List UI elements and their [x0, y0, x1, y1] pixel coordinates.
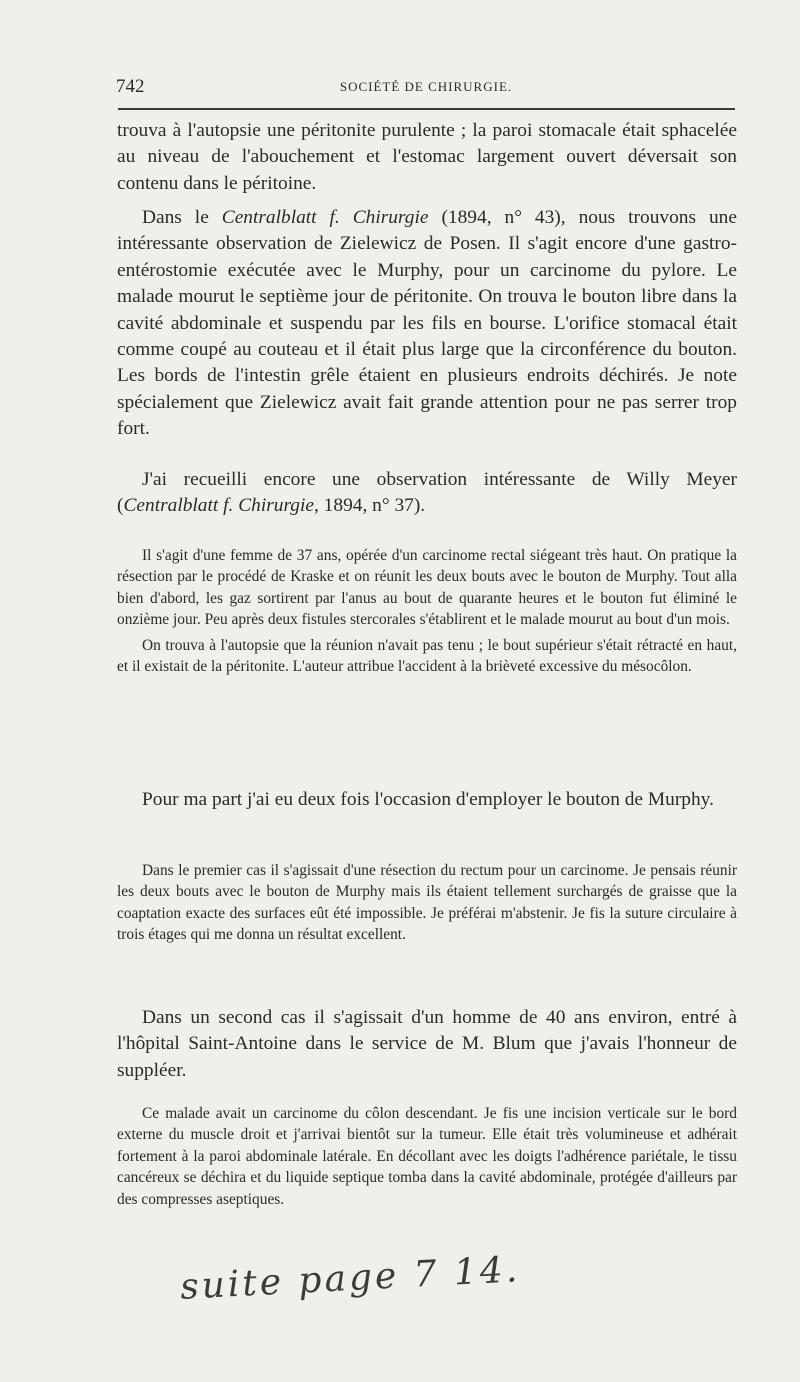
paragraph-text: Dans un second cas il s'agissait d'un homme de 40 ans environ, entré à l'hôpital Saint-Antoine dans le service de M. Blum que j'avais l'honneur de suppléer. [117, 1007, 737, 1081]
page-number: 742 [116, 76, 145, 97]
paragraph-text: Dans le Centralblatt f. Chirurgie (1894, n° 43), nous trouvons une intéressante observation de Zielewicz de Posen. Il s'agit encore d'une gastro-entérostomie exécutée avec le Murphy, pour un carcinome du pylore. Le malade mourut le septième jour de péritonite. On trouva le bouton libre dans la cavité abdominale et suspendu par les fils en bourse. L'orifice stomacal était comme coupé au couteau et il était plus large que la circonférence du bouton. Les bords de l'intestin grêle étaient en plusieurs endroits déchirés. Je note spécialement que Zielewicz avait fait grande attention pour ne pas serrer trop fort. [117, 207, 737, 440]
case-one [117, 860, 737, 946]
case-two [117, 1103, 737, 1210]
paragraph-zielewicz [117, 205, 737, 443]
handwritten-note: suite page 7 14. [179, 1249, 522, 1308]
paragraph-text: Pour ma part j'ai eu deux fois l'occasion d'employer le bouton de Murphy. [142, 789, 714, 810]
quote-paragraph: Ce malade avait un carcinome du côlon descendant. Je fis une incision verticale sur le bord externe du muscle droit et j'arrivai bientôt sur la tumeur. Elle était très volumineuse et adhérait fortement à la paroi abdominale latérale. En décollant avec les doigts l'adhérence pariétale, le tissu cancéreux se déchira et du liquide septique tomba dans la cavité abdominale, protégée d'ailleurs par des compresses aseptiques. [117, 1105, 737, 1208]
paragraph-text: trouva à l'autopsie une péritonite purulente ; la paroi stomacale était sphacelée au niveau de l'abouchement et l'estomac largement ouvert déversait son contenu dans le péritoine. [117, 120, 737, 194]
paragraph-pour-ma-part [117, 787, 737, 813]
quoted-observation [117, 545, 737, 677]
quote-paragraph: Dans le premier cas il s'agissait d'une résection du rectum pour un carcinome. Je pensais réunir les deux bouts avec le bouton de Murphy mais ils étaient tellement surchargés de graisse que la coaptation exacte des surfaces eût été impossible. Je préférai m'abstenir. Je fis la suture circulaire à trois étages qui me donna un résultat excellent. [117, 862, 737, 944]
journal-title: Centralblatt f. Chirurgie [123, 495, 314, 517]
journal-title: Centralblatt f. Chirurgie [221, 207, 429, 228]
page-header [116, 76, 736, 102]
quote-paragraph: On trouva à l'autopsie que la réunion n'avait pas tenu ; le bout supérieur s'était rétracté en haut, et il existait de la péritonite. L'auteur attribue l'accident à la brièveté excessive du mésocôlon. [117, 636, 737, 676]
paragraph-continuation [117, 118, 737, 197]
running-head: SOCIÉTÉ DE CHIRURGIE. [339, 79, 513, 94]
quote-paragraph: Il s'agit d'une femme de 37 ans, opérée d'un carcinome rectal siégeant très haut. On pratique la résection par le procédé de Kraske et on réunit les deux bouts avec le bouton de Murphy. Tout alla bien d'abord, les gaz sortirent par l'anus au bout de quarante heures et le bouton fut éliminé le onzième jour. Peu après deux fistules stercorales s'établirent et le malade mourut au bout d'un mois. [117, 547, 737, 629]
header-rule [118, 108, 735, 110]
paragraph-text: J'ai recueilli encore une observation intéressante de Willy Meyer (Centralblatt f. Chirurgie, 1894, n° 37). [117, 469, 737, 517]
paragraph-willy-meyer [117, 467, 737, 520]
paragraph-second-case [117, 1005, 737, 1084]
